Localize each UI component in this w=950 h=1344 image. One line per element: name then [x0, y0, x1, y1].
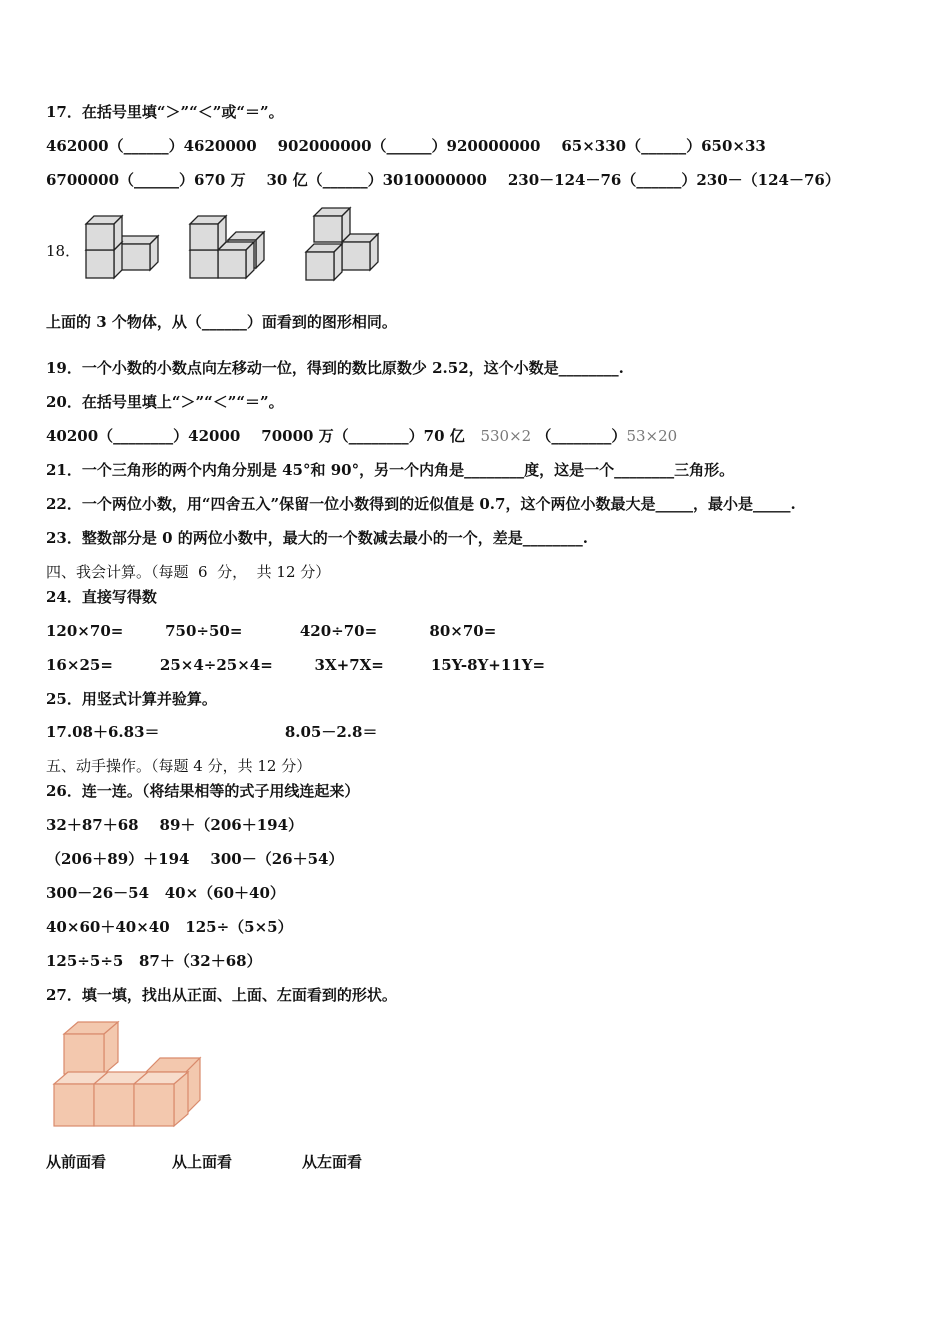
q18-number: 18．	[46, 242, 81, 260]
q26-row-4: 40×60＋40×40 125÷（5×5）	[46, 918, 293, 936]
q27-label-front: 从前面看	[46, 1153, 107, 1171]
q27-label-left: 从左面看	[302, 1153, 363, 1171]
q19-text: 19．一个小数的小数点向左移动一位，得到的数比原数少 2.52，这个小数是________.	[46, 359, 624, 377]
section4-heading: 四、我会计算。（每题 6 分， 共 12 分）	[46, 563, 331, 581]
q27-title: 27．填一填，找出从正面、上面、左面看到的形状。	[46, 986, 397, 1004]
q24-row1: 120×70= 750÷50= 420÷70= 80×70=	[46, 622, 497, 640]
q26-row-2: （206＋89）＋194 300－（26＋54）	[46, 850, 344, 868]
q26-row-5: 125÷5÷5 87＋（32＋68）	[46, 952, 262, 970]
q20-row	[46, 426, 677, 446]
q26-row-1: 32＋87＋68 89＋（206＋194）	[46, 816, 304, 834]
q18-figure-3	[304, 204, 384, 284]
q25-row: 17.08＋6.83＝ 8.05－2.8＝	[46, 723, 378, 741]
q20-expr1: 530×2	[480, 427, 532, 445]
q17-title: 17．在括号里填“＞”“＜”或“＝”。	[46, 103, 284, 121]
q27-label-top: 从上面看	[172, 1153, 233, 1171]
section5-heading: 五、动手操作。（每题 4 分，共 12 分）	[46, 757, 312, 775]
q26-row-3: 300－26－54 40×（60＋40）	[46, 884, 285, 902]
q20-part1: 40200（________）42000 70000 万（________）70 亿	[46, 427, 465, 445]
q17-row1: 462000（______）4620000 902000000（______）920000000 65×330（______）650×33	[46, 137, 766, 155]
q27-cube-figure	[50, 1018, 210, 1130]
q21-text: 21．一个三角形的两个内角分别是 45°和 90°，另一个内角是________度，这是一个________三角形。	[46, 461, 735, 479]
q24-title: 24．直接写得数	[46, 588, 157, 606]
q17-row2: 6700000（______）670 万 30 亿（______）3010000000 230－124－76（______）230－（124－76）	[46, 171, 840, 189]
q20-blank: （________）	[536, 427, 627, 445]
q18-figure-1	[84, 210, 164, 282]
q22-text: 22．一个两位小数，用“四舍五入”保留一位小数得到的近似值是 0.7，这个两位小数最大是_____，最小是_____.	[46, 495, 796, 513]
q26-title: 26．连一连。（将结果相等的式子用线连起来）	[46, 782, 360, 800]
q20-title: 20．在括号里填上“＞”“＜”“＝”。	[46, 393, 284, 411]
q20-expr2: 53×20	[626, 427, 678, 445]
q24-row2: 16×25= 25×4÷25×4= 3X+7X= 15Y-8Y+11Y=	[46, 656, 546, 674]
q25-title: 25．用竖式计算并验算。	[46, 690, 217, 708]
q23-text: 23．整数部分是 0 的两位小数中，最大的一个数减去最小的一个，差是________.	[46, 529, 588, 547]
q18-text: 上面的 3 个物体，从（______）面看到的图形相同。	[46, 313, 397, 331]
q18-figure-2	[188, 210, 272, 282]
